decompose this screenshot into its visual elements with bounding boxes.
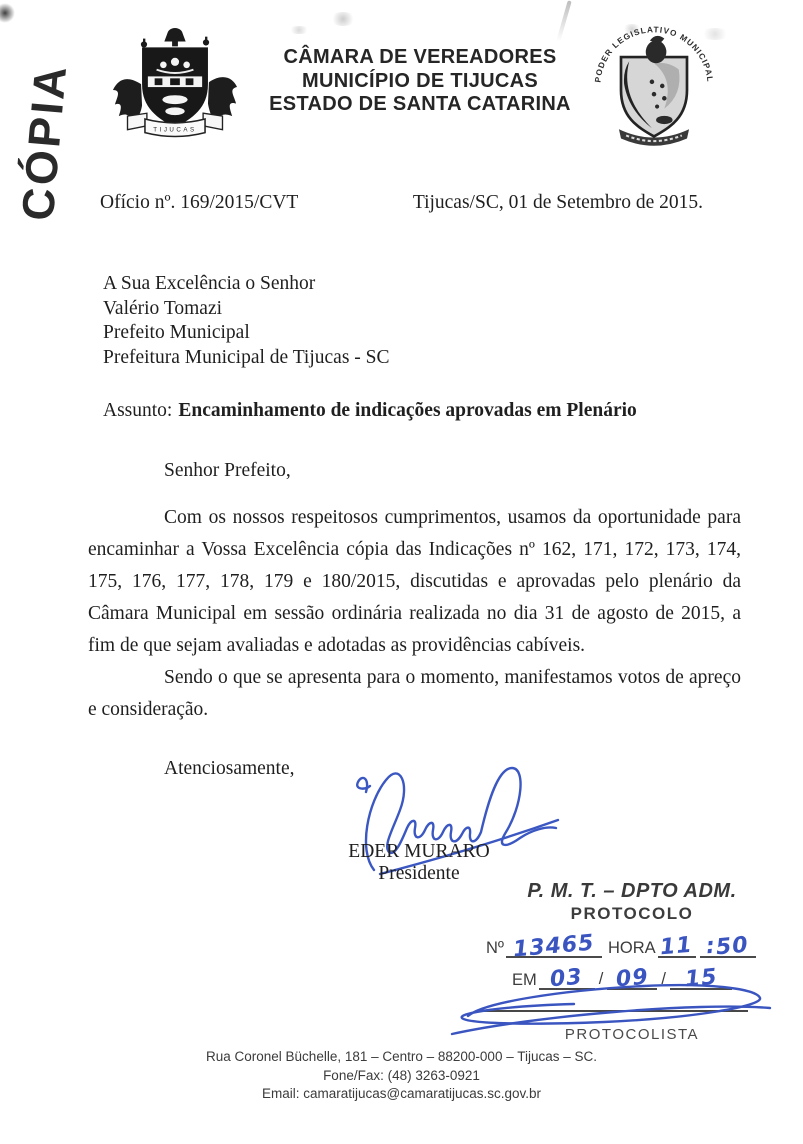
body-paragraph: Sendo o que se apresenta para o momento, manifestamos votos de apreço e consideração. bbox=[88, 667, 741, 720]
stamp-signer-role: PROTOCOLISTA bbox=[564, 1026, 700, 1043]
signer-name: EDER MURARO bbox=[348, 841, 490, 862]
scan-noise bbox=[330, 12, 356, 26]
legislative-seal-icon bbox=[592, 22, 716, 154]
coat-of-arms-icon bbox=[112, 26, 238, 152]
stamp-hour-value: 11 bbox=[659, 932, 694, 961]
stamp-minute-value: 50 bbox=[715, 932, 750, 961]
stamp-hour-label: HORA bbox=[607, 939, 656, 957]
stamp-time-separator: : bbox=[705, 933, 718, 960]
footer-email: Email: camaratijucas@camaratijucas.sc.gov.br bbox=[261, 1086, 542, 1101]
addressee-block bbox=[103, 272, 390, 370]
signer-role: Presidente bbox=[378, 863, 460, 884]
footer-phone: Fone/Fax: (48) 3263-0921 bbox=[323, 1067, 480, 1083]
closing-phrase: Atenciosamente, bbox=[164, 758, 295, 779]
copy-watermark: CÓPIA bbox=[11, 61, 77, 223]
addressee-line: Prefeitura Municipal de Tijucas - SC bbox=[103, 346, 390, 368]
organization-name bbox=[255, 46, 585, 117]
oficio-number: Ofício nº. 169/2015/CVT bbox=[100, 192, 299, 213]
stamp-date-separator: / bbox=[598, 970, 604, 988]
org-line: MUNICÍPIO DE TIJUCAS bbox=[301, 69, 539, 92]
letter-body bbox=[88, 502, 741, 726]
stamp-month-value: 09 bbox=[615, 964, 650, 993]
scan-noise bbox=[556, 0, 571, 41]
subject-line bbox=[103, 400, 637, 422]
stamp-title: P. M. T. – DPTO ADM. bbox=[527, 880, 737, 902]
org-line: ESTADO DE SANTA CATARINA bbox=[269, 93, 571, 115]
stamp-minute-field bbox=[700, 932, 756, 961]
reference-row bbox=[100, 192, 703, 214]
stamp-date-separator: / bbox=[661, 970, 666, 988]
footer-address: Rua Coronel Büchelle, 181 – Centro – 88200-000 – Tijucas – SC. bbox=[206, 1049, 597, 1064]
stamp-number-value: 13465 bbox=[512, 930, 596, 963]
scan-noise bbox=[288, 26, 310, 34]
seal-arc-text: PODER LEGISLATIVO MUNICIPAL bbox=[593, 25, 715, 83]
subject-text: Encaminhamento de indicações aprovadas em Plenário bbox=[178, 400, 637, 421]
addressee-line: Valério Tomazi bbox=[103, 297, 223, 319]
addressee-line: Prefeito Municipal bbox=[103, 322, 250, 343]
stamp-day-value: 03 bbox=[549, 964, 585, 993]
stamp-hour-field bbox=[658, 932, 696, 961]
stamp-number-field bbox=[506, 930, 602, 963]
stamp-year-value: 15 bbox=[683, 964, 719, 993]
addressee-line: A Sua Excelência o Senhor bbox=[103, 273, 316, 294]
stamp-date-label: EM bbox=[512, 971, 537, 989]
protocolista-signature bbox=[444, 972, 778, 1044]
place-date: Tijucas/SC, 01 de Setembro de 2015. bbox=[412, 192, 703, 213]
salutation: Senhor Prefeito, bbox=[164, 460, 291, 481]
letterhead-footer bbox=[0, 1048, 803, 1104]
coat-banner-text: TIJUCAS bbox=[153, 126, 197, 134]
scan-noise bbox=[0, 3, 15, 23]
stamp-number-label: Nº bbox=[486, 939, 504, 957]
body-paragraph: Com os nossos respeitosos cumprimentos, usamos da oportunidade para encaminhar a Vossa Excelência cópia das Indicações nº 162, 171, 172, 173, 174, 175, 176, 177, 178, 179 e 180/2015, discutidas e aprovadas pelo plenário da Câmara Municipal em sessão ordinária realizada no dia 31 de agosto de 2015, a fim de que sejam avaliadas e adotadas as providências cabíveis. bbox=[88, 507, 741, 656]
signer-block bbox=[330, 841, 508, 885]
org-line: CÂMARA DE VEREADORES bbox=[283, 46, 557, 68]
stamp-number-row bbox=[486, 930, 778, 963]
stamp-subtitle: PROTOCOLO bbox=[570, 904, 694, 923]
subject-label: Assunto: bbox=[103, 400, 173, 421]
